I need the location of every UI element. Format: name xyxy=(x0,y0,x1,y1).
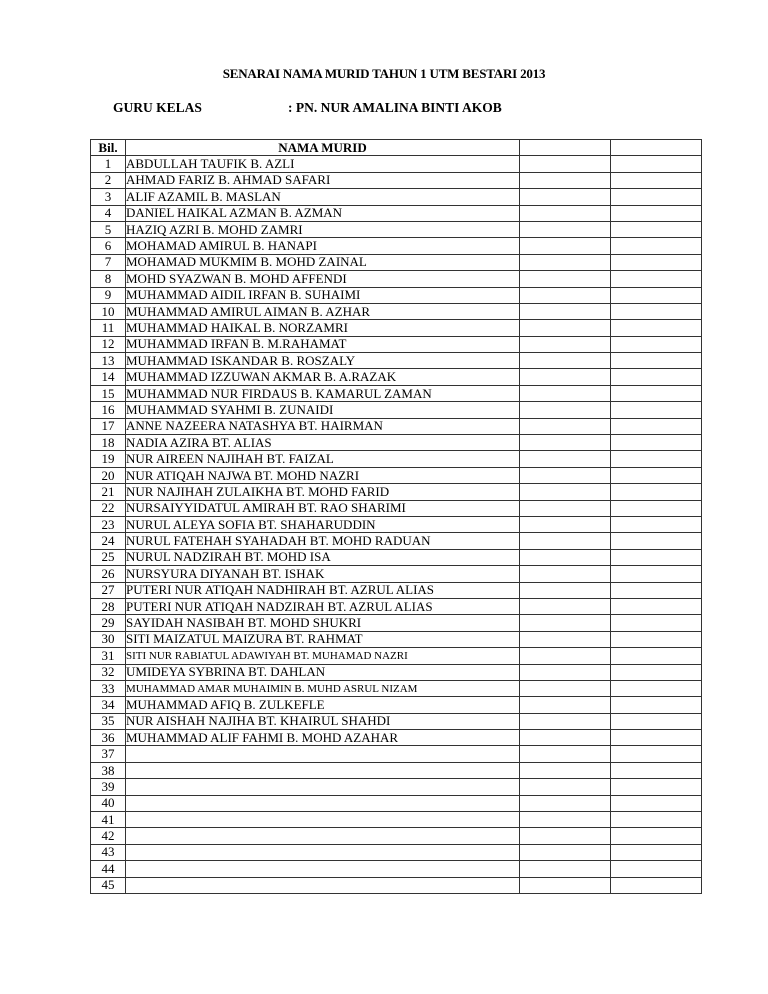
student-name: NURSAIYYIDATUL AMIRAH BT. RAO SHARIMI xyxy=(126,500,520,516)
student-name: AHMAD FARIZ B. AHMAD SAFARI xyxy=(126,172,520,188)
blank-cell xyxy=(520,205,611,221)
row-number: 19 xyxy=(91,451,126,467)
student-name: MUHAMMAD NUR FIRDAUS B. KAMARUL ZAMAN xyxy=(126,385,520,401)
blank-cell xyxy=(520,582,611,598)
row-number: 34 xyxy=(91,697,126,713)
table-row xyxy=(91,762,702,778)
student-name: ANNE NAZEERA NATASHYA BT. HAIRMAN xyxy=(126,418,520,434)
blank-cell xyxy=(611,762,702,778)
table-row xyxy=(91,713,702,729)
student-name: NUR NAJIHAH ZULAIKHA BT. MOHD FARID xyxy=(126,484,520,500)
table-row xyxy=(91,812,702,828)
row-number: 7 xyxy=(91,254,126,270)
table-row xyxy=(91,271,702,287)
blank-cell xyxy=(520,598,611,614)
blank-cell xyxy=(520,631,611,647)
blank-cell xyxy=(611,435,702,451)
row-number: 26 xyxy=(91,566,126,582)
student-name: NURUL ALEYA SOFIA BT. SHAHARUDDIN xyxy=(126,516,520,532)
row-number: 5 xyxy=(91,221,126,237)
table-row xyxy=(91,615,702,631)
blank-cell xyxy=(520,828,611,844)
document-title: SENARAI NAMA MURID TAHUN 1 UTM BESTARI 2013 xyxy=(222,66,546,81)
row-number: 11 xyxy=(91,320,126,336)
student-name: NURUL NADZIRAH BT. MOHD ISA xyxy=(126,549,520,565)
student-name: NUR ATIQAH NAJWA BT. MOHD NAZRI xyxy=(126,467,520,483)
blank-cell xyxy=(520,303,611,319)
table-row xyxy=(91,664,702,680)
row-number: 8 xyxy=(91,271,126,287)
blank-cell xyxy=(520,861,611,877)
table-row xyxy=(91,205,702,221)
header-student-name: NAMA MURID xyxy=(126,140,520,156)
student-name: NURSYURA DIYANAH BT. ISHAK xyxy=(126,566,520,582)
blank-cell xyxy=(520,549,611,565)
student-name: MUHAMMAD IZZUWAN AKMAR B. A.RAZAK xyxy=(126,369,520,385)
table-row xyxy=(91,795,702,811)
blank-cell xyxy=(520,730,611,746)
table-row xyxy=(91,631,702,647)
blank-cell xyxy=(611,680,702,696)
blank-cell xyxy=(611,500,702,516)
row-number: 32 xyxy=(91,664,126,680)
blank-cell xyxy=(520,336,611,352)
student-name: NURUL FATEHAH SYAHADAH BT. MOHD RADUAN xyxy=(126,533,520,549)
table-row xyxy=(91,369,702,385)
table-row xyxy=(91,566,702,582)
roster-body xyxy=(91,156,702,894)
table-header-row xyxy=(91,140,702,156)
table-row xyxy=(91,582,702,598)
blank-cell xyxy=(520,566,611,582)
blank-cell xyxy=(611,582,702,598)
blank-cell xyxy=(611,271,702,287)
student-name: PUTERI NUR ATIQAH NADHIRAH BT. AZRUL ALIAS xyxy=(126,582,520,598)
student-name: MUHAMMAD AIDIL IRFAN B. SUHAIMI xyxy=(126,287,520,303)
row-number: 6 xyxy=(91,238,126,254)
blank-cell xyxy=(520,418,611,434)
blank-cell xyxy=(611,484,702,500)
student-name: DANIEL HAIKAL AZMAN B. AZMAN xyxy=(126,205,520,221)
table-row xyxy=(91,730,702,746)
row-number: 3 xyxy=(91,189,126,205)
blank-cell xyxy=(611,549,702,565)
blank-cell xyxy=(520,156,611,172)
blank-cell xyxy=(520,254,611,270)
blank-cell xyxy=(520,451,611,467)
blank-cell xyxy=(611,353,702,369)
row-number: 20 xyxy=(91,467,126,483)
student-name xyxy=(126,828,520,844)
student-name: SITI MAIZATUL MAIZURA BT. RAHMAT xyxy=(126,631,520,647)
row-number: 23 xyxy=(91,516,126,532)
row-number: 41 xyxy=(91,812,126,828)
row-number: 29 xyxy=(91,615,126,631)
blank-cell xyxy=(520,648,611,664)
row-number: 17 xyxy=(91,418,126,434)
row-number: 13 xyxy=(91,353,126,369)
table-row xyxy=(91,254,702,270)
table-row xyxy=(91,172,702,188)
student-name xyxy=(126,762,520,778)
student-name: NADIA AZIRA BT. ALIAS xyxy=(126,435,520,451)
table-row xyxy=(91,287,702,303)
row-number: 30 xyxy=(91,631,126,647)
blank-cell xyxy=(520,353,611,369)
table-row xyxy=(91,828,702,844)
student-name: PUTERI NUR ATIQAH NADZIRAH BT. AZRUL ALIAS xyxy=(126,598,520,614)
student-name: MOHAMAD MUKMIM B. MOHD ZAINAL xyxy=(126,254,520,270)
row-number: 38 xyxy=(91,762,126,778)
table-row xyxy=(91,680,702,696)
student-name xyxy=(126,877,520,893)
row-number: 36 xyxy=(91,730,126,746)
blank-cell xyxy=(520,762,611,778)
blank-cell xyxy=(611,467,702,483)
blank-cell xyxy=(611,713,702,729)
blank-cell xyxy=(520,779,611,795)
blank-cell xyxy=(520,516,611,532)
blank-cell xyxy=(611,369,702,385)
table-row xyxy=(91,402,702,418)
row-number: 4 xyxy=(91,205,126,221)
table-row xyxy=(91,484,702,500)
blank-cell xyxy=(611,221,702,237)
student-name: MOHAMAD AMIRUL B. HANAPI xyxy=(126,238,520,254)
table-row xyxy=(91,467,702,483)
row-number: 24 xyxy=(91,533,126,549)
blank-cell xyxy=(611,844,702,860)
blank-cell xyxy=(520,402,611,418)
blank-cell xyxy=(520,812,611,828)
row-number: 15 xyxy=(91,385,126,401)
row-number: 39 xyxy=(91,779,126,795)
student-name: MUHAMMAD HAIKAL B. NORZAMRI xyxy=(126,320,520,336)
blank-cell xyxy=(611,795,702,811)
table-row xyxy=(91,451,702,467)
blank-cell xyxy=(611,615,702,631)
student-name: NUR AIREEN NAJIHAH BT. FAIZAL xyxy=(126,451,520,467)
row-number: 27 xyxy=(91,582,126,598)
row-number: 40 xyxy=(91,795,126,811)
blank-cell xyxy=(520,484,611,500)
blank-cell xyxy=(611,336,702,352)
blank-cell xyxy=(520,271,611,287)
blank-cell xyxy=(611,287,702,303)
table-row xyxy=(91,877,702,893)
student-name: MOHD SYAZWAN B. MOHD AFFENDI xyxy=(126,271,520,287)
row-number: 42 xyxy=(91,828,126,844)
blank-cell xyxy=(520,385,611,401)
table-row xyxy=(91,697,702,713)
blank-cell xyxy=(611,156,702,172)
student-name: MUHAMMAD AMIRUL AIMAN B. AZHAR xyxy=(126,303,520,319)
blank-cell xyxy=(520,320,611,336)
blank-cell xyxy=(520,615,611,631)
student-name: MUHAMMAD IRFAN B. M.RAHAMAT xyxy=(126,336,520,352)
blank-cell xyxy=(611,631,702,647)
row-number: 16 xyxy=(91,402,126,418)
table-row xyxy=(91,844,702,860)
blank-cell xyxy=(611,385,702,401)
blank-cell xyxy=(520,172,611,188)
table-row xyxy=(91,435,702,451)
row-number: 12 xyxy=(91,336,126,352)
student-name: ALIF AZAMIL B. MASLAN xyxy=(126,189,520,205)
student-roster-table xyxy=(90,139,702,894)
blank-cell xyxy=(611,320,702,336)
row-number: 31 xyxy=(91,648,126,664)
row-number: 1 xyxy=(91,156,126,172)
blank-cell xyxy=(611,566,702,582)
row-number: 22 xyxy=(91,500,126,516)
table-row xyxy=(91,648,702,664)
table-row xyxy=(91,779,702,795)
blank-cell xyxy=(520,844,611,860)
student-name: NUR AISHAH NAJIHA BT. KHAIRUL SHAHDI xyxy=(126,713,520,729)
blank-cell xyxy=(611,189,702,205)
table-row xyxy=(91,418,702,434)
blank-cell xyxy=(611,205,702,221)
table-row xyxy=(91,549,702,565)
header-number: Bil. xyxy=(91,140,126,156)
blank-cell xyxy=(520,746,611,762)
table-row xyxy=(91,353,702,369)
blank-cell xyxy=(611,451,702,467)
blank-cell xyxy=(611,697,702,713)
table-row xyxy=(91,861,702,877)
blank-cell xyxy=(520,435,611,451)
blank-cell xyxy=(611,303,702,319)
student-name: HAZIQ AZRI B. MOHD ZAMRI xyxy=(126,221,520,237)
table-row xyxy=(91,189,702,205)
blank-cell xyxy=(611,648,702,664)
row-number: 37 xyxy=(91,746,126,762)
table-row xyxy=(91,238,702,254)
student-name: MUHAMMAD SYAHMI B. ZUNAIDI xyxy=(126,402,520,418)
row-number: 2 xyxy=(91,172,126,188)
blank-cell xyxy=(520,713,611,729)
row-number: 28 xyxy=(91,598,126,614)
blank-cell xyxy=(611,598,702,614)
header-column-4 xyxy=(611,140,702,156)
student-name xyxy=(126,861,520,877)
blank-cell xyxy=(611,516,702,532)
student-name xyxy=(126,795,520,811)
student-name xyxy=(126,844,520,860)
table-row xyxy=(91,320,702,336)
row-number: 21 xyxy=(91,484,126,500)
blank-cell xyxy=(611,238,702,254)
blank-cell xyxy=(611,828,702,844)
teacher-label: GURU KELAS xyxy=(113,100,202,115)
student-name: ABDULLAH TAUFIK B. AZLI xyxy=(126,156,520,172)
blank-cell xyxy=(611,254,702,270)
blank-cell xyxy=(520,287,611,303)
table-row xyxy=(91,533,702,549)
blank-cell xyxy=(520,221,611,237)
blank-cell xyxy=(611,730,702,746)
blank-cell xyxy=(520,500,611,516)
blank-cell xyxy=(611,172,702,188)
table-row xyxy=(91,746,702,762)
blank-cell xyxy=(520,795,611,811)
student-name xyxy=(126,746,520,762)
row-number: 14 xyxy=(91,369,126,385)
blank-cell xyxy=(520,697,611,713)
row-number: 44 xyxy=(91,861,126,877)
student-name: MUHAMMAD AFIQ B. ZULKEFLE xyxy=(126,697,520,713)
student-name: SAYIDAH NASIBAH BT. MOHD SHUKRI xyxy=(126,615,520,631)
row-number: 45 xyxy=(91,877,126,893)
table-row xyxy=(91,303,702,319)
table-row xyxy=(91,516,702,532)
blank-cell xyxy=(520,369,611,385)
table-row xyxy=(91,598,702,614)
row-number: 18 xyxy=(91,435,126,451)
blank-cell xyxy=(611,861,702,877)
blank-cell xyxy=(611,533,702,549)
blank-cell xyxy=(520,189,611,205)
table-row xyxy=(91,221,702,237)
student-name: MUHAMMAD AMAR MUHAIMIN B. MUHD ASRUL NIZAM xyxy=(126,680,520,696)
student-name: MUHAMMAD ISKANDAR B. ROSZALY xyxy=(126,353,520,369)
student-name: MUHAMMAD ALIF FAHMI B. MOHD AZAHAR xyxy=(126,730,520,746)
blank-cell xyxy=(611,812,702,828)
blank-cell xyxy=(520,238,611,254)
header-column-3 xyxy=(520,140,611,156)
blank-cell xyxy=(520,664,611,680)
teacher-name: : PN. NUR AMALINA BINTI AKOB xyxy=(288,100,502,115)
blank-cell xyxy=(611,779,702,795)
blank-cell xyxy=(611,402,702,418)
student-name: SITI NUR RABIATUL ADAWIYAH BT. MUHAMAD NAZRI xyxy=(126,648,520,664)
blank-cell xyxy=(520,467,611,483)
blank-cell xyxy=(520,877,611,893)
blank-cell xyxy=(520,680,611,696)
row-number: 25 xyxy=(91,549,126,565)
table-row xyxy=(91,336,702,352)
row-number: 9 xyxy=(91,287,126,303)
table-row xyxy=(91,156,702,172)
blank-cell xyxy=(611,877,702,893)
student-name: UMIDEYA SYBRINA BT. DAHLAN xyxy=(126,664,520,680)
table-row xyxy=(91,500,702,516)
row-number: 43 xyxy=(91,844,126,860)
student-name xyxy=(126,779,520,795)
blank-cell xyxy=(520,533,611,549)
row-number: 33 xyxy=(91,680,126,696)
row-number: 35 xyxy=(91,713,126,729)
row-number: 10 xyxy=(91,303,126,319)
table-row xyxy=(91,385,702,401)
student-name xyxy=(126,812,520,828)
blank-cell xyxy=(611,746,702,762)
blank-cell xyxy=(611,664,702,680)
blank-cell xyxy=(611,418,702,434)
